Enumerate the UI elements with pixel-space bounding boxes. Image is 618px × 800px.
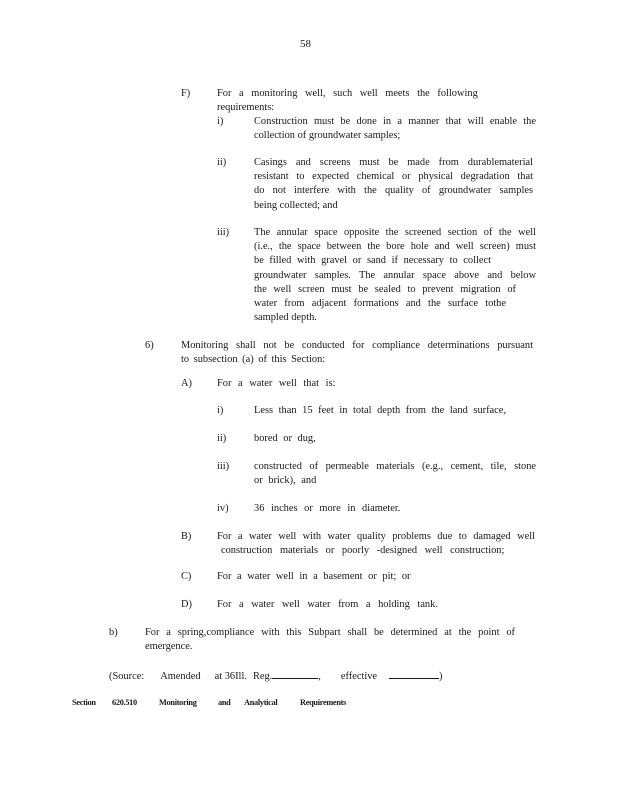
item-label: 6) (145, 340, 154, 351)
source-reg: Reg. (252, 671, 273, 682)
text-line: Monitoring shall not be conducted for compliance determinations pursuant (181, 340, 533, 351)
text-line: bored or dug, (254, 433, 316, 444)
item-text (217, 530, 535, 558)
text-line: Casings and screens must be made from durablematerial (254, 157, 533, 168)
text-line: groundwater samples. The annular space above and below (254, 269, 536, 281)
text-line: (i.e., the space between the bore hole and well screen) must (254, 241, 536, 253)
source-effective: effective (340, 671, 378, 682)
item-text (254, 432, 374, 446)
item-text (254, 404, 506, 418)
source-close: ) (439, 671, 443, 682)
text-line: or brick), and (254, 475, 317, 487)
item-label: iii) (217, 461, 230, 472)
source-note (109, 668, 443, 684)
footer-word: Requirements (300, 698, 347, 707)
text-line: constructed of permeable materials (e.g., cement, tile, stone (254, 461, 536, 472)
text-line: do not interfere with the quality of groundwater samples (254, 185, 533, 197)
text-line: emergence. (145, 641, 193, 653)
item-label: iv) (217, 503, 229, 514)
item-text (217, 570, 417, 584)
text-line: For a water well that is: (217, 378, 336, 389)
item-label: ii) (217, 433, 227, 444)
footer-word: Section (72, 698, 96, 707)
text-line: be filled with gravel or sand if necessary to collect (254, 255, 491, 267)
footer-word: Analytical (244, 698, 278, 707)
item-label: i) (217, 405, 224, 416)
text-line: 36 inches or more in diameter. (254, 503, 401, 514)
item-text (181, 339, 533, 367)
item-label: iii) (217, 227, 230, 238)
text-line: water from adjacent formations and the surface tothe (254, 298, 506, 310)
source-comma: , (318, 671, 321, 682)
source-action: Amended (160, 671, 201, 682)
text-line: resistant to expected chemical or physical degradation that (254, 171, 533, 183)
source-reg-blank (272, 668, 318, 679)
text-line: being collected; and (254, 199, 338, 211)
item-text (254, 156, 533, 213)
text-line: to subsection (a) of this Section: (181, 354, 326, 366)
footer-word: 620.510 (112, 698, 137, 707)
text-line: Less than 15 feet in total depth from the land surface, (254, 405, 506, 416)
source-volume: at 36Ill. (214, 671, 247, 682)
text-line: For a monitoring well, such well meets the following requirements: (217, 88, 478, 114)
text-line: sampled depth. (254, 312, 317, 324)
item-text (217, 598, 447, 612)
item-label: b) (109, 627, 118, 638)
page-number: 58 (300, 38, 311, 50)
item-text (254, 460, 536, 488)
item-text (254, 115, 536, 143)
text-line: construction materials or poorly -designed well construction; (221, 545, 505, 557)
item-label: i) (217, 116, 224, 127)
item-label: B) (181, 531, 192, 542)
text-line: the well screen must be sealed to prevent migration of (254, 283, 516, 295)
text-line: Construction must be done in a manner that will enable the (254, 116, 536, 127)
item-text (254, 226, 536, 325)
text-line: The annular space opposite the screened section of the well (254, 227, 536, 238)
item-label: ii) (217, 157, 227, 168)
item-text (145, 626, 515, 654)
source-effective-blank (389, 668, 439, 679)
text-line: For a water well water from a holding tank. (217, 599, 438, 610)
text-line: collection of groundwater samples; (254, 130, 401, 142)
item-label: C) (181, 571, 192, 582)
item-label: D) (181, 599, 192, 610)
item-label: F) (181, 88, 191, 99)
item-text (254, 502, 414, 516)
text-line: For a spring,compliance with this Subpart shall be determined at the point of (145, 627, 515, 638)
source-prefix: (Source: (109, 671, 145, 682)
footer-word: Monitoring (159, 698, 197, 707)
item-text (217, 87, 531, 115)
item-label: A) (181, 378, 192, 389)
text-line: For a water well with water quality problems due to damaged well (217, 531, 535, 542)
item-text (217, 377, 417, 391)
footer-word: and (218, 698, 231, 707)
text-line: For a water well in a basement or pit; or (217, 571, 411, 582)
